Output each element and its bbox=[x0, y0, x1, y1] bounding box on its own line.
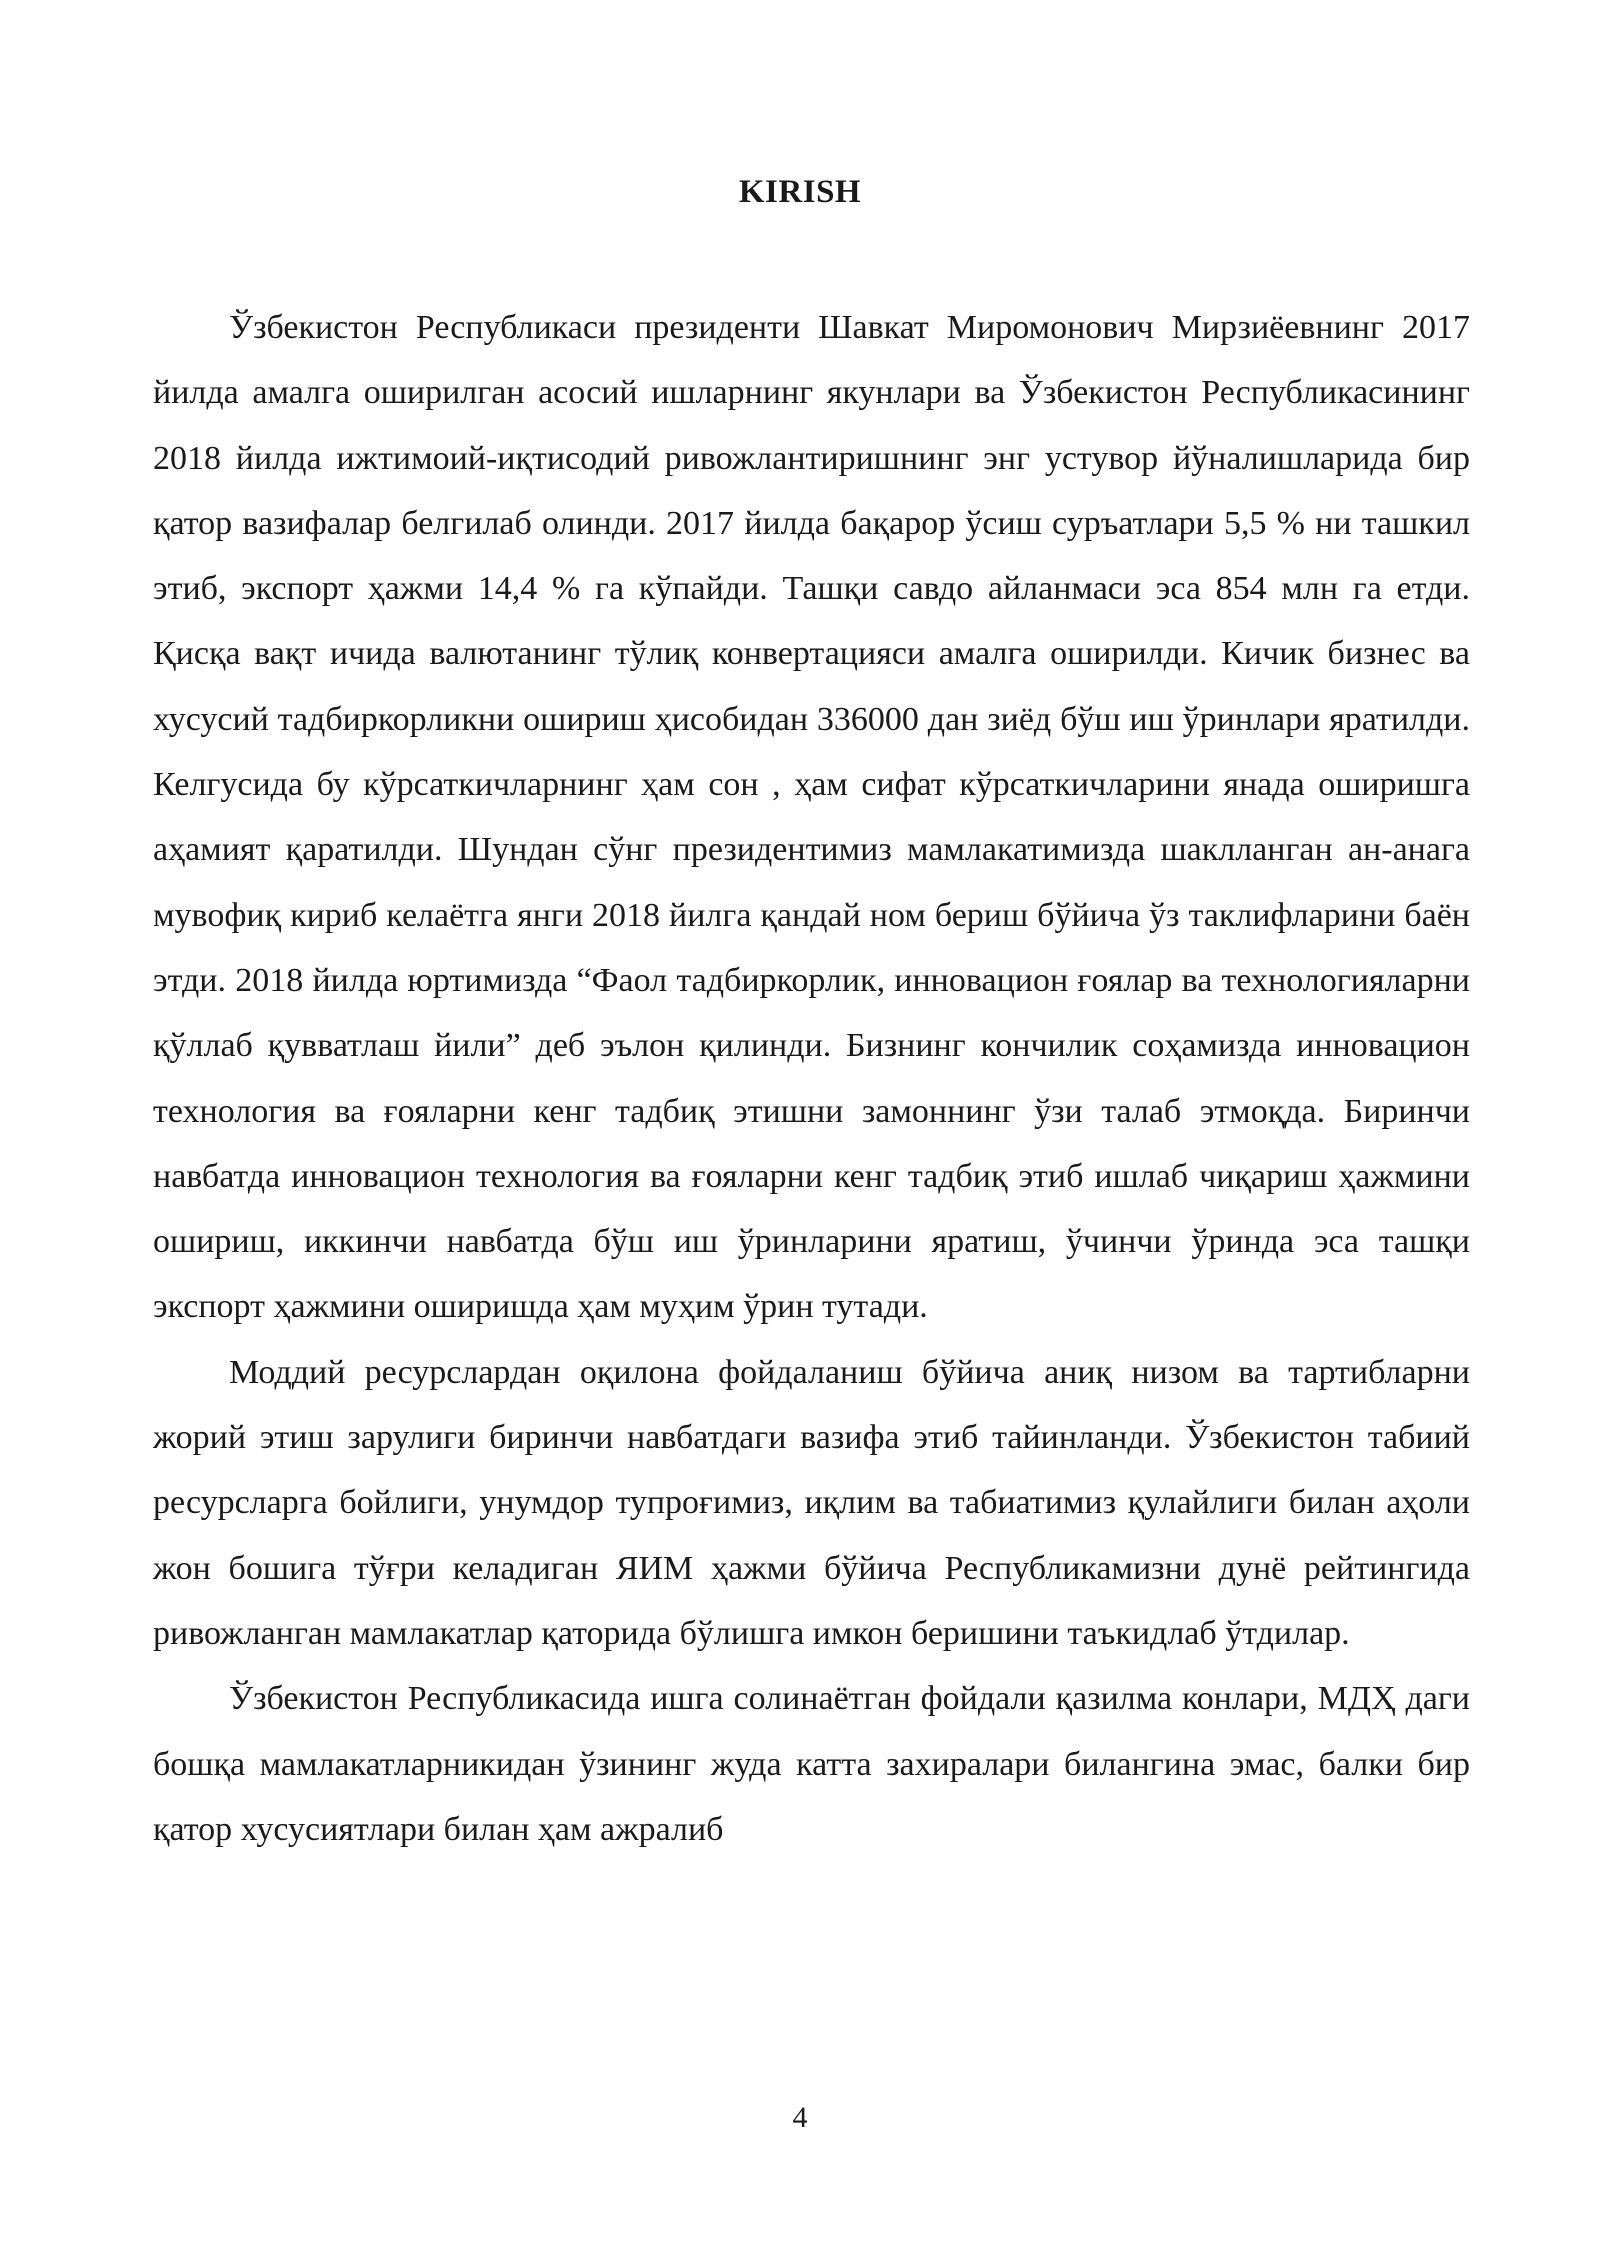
paragraph-introduction: Ўзбекистон Республикаси президенти Шавкат Миромонович Мирзиёевнинг 2017 йилда амалга оширилган асосий ишларнинг якунлари ва Ўзбекистон Республикасининг 2018 йилда ижтимоий-иқтисодий ривожлантиришнинг энг устувор йўналишларида бир қатор вазифалар белгилаб олинди. 2017 йилда бақарор ўсиш суръатлари 5,5 % ни ташкил этиб, экспорт ҳажми 14,4 % га кўпайди. Ташқи савдо айланмаси эса 854 млн га етди. Қисқа вақт ичида валютанинг тўлиқ конвертацияси амалга оширилди. Кичик бизнес ва хусусий тадбиркорликни ошириш ҳисобидан 336000 дан зиёд бўш иш ўринлари яратилди. Келгусида бу кўрсаткичларнинг ҳам сон , ҳам сифат кўрсаткичларини янада оширишга аҳамият қаратилди. Шундан сўнг президентимиз мамлакатимизда шаклланган ан-анага мувофиқ кириб келаётга янги 2018 йилга қандай ном бериш бўйича ўз таклифларини баён этди. 2018 йилда юртимизда “Фаол тадбиркорлик, инновацион ғоялар ва технологияларни қўллаб қувватлаш йили” деб эълон қилинди. Бизнинг кончилик соҳамизда инновацион технология ва ғояларни кенг тадбиқ этишни замоннинг ўзи талаб этмоқда. Биринчи навбатда инновацион технология ва ғояларни кенг тадбиқ этиб ишлаб чиқариш ҳажмини ошириш, иккинчи навбатда бўш иш ўринларини яратиш, ўчинчи ўринда эса ташқи экспорт ҳажмини оширишда ҳам муҳим ўрин тутади. bbox=[153, 309, 1470, 1326]
paragraph-deposits: Ўзбекистон Республикасида ишга солинаётган фойдали қазилма конлари, МДҲ даги бошқа мамлакатларникидан ўзининг жуда катта захиралари билангина эмас, балки бир қатор хусусиятлари билан ҳам ажралиб bbox=[153, 1680, 1470, 1848]
paragraph-resources: Моддий ресурслардан оқилона фойдаланиш бўйича аниқ низом ва тартибларни жорий этиш зарулиги биринчи навбатдаги вазифа этиб тайинланди. Ўзбекистон табиий ресурсларга бойлиги, унумдор тупроғимиз, иқлим ва табиатимиз қулайлиги билан аҳоли жон бошига тўғри келадиган ЯИМ ҳажми бўйича Республикамизни дунё рейтингида ривожланган мамлакатлар қаторида бўлишга имкон беришини таъкидлаб ўтдилар. bbox=[153, 1353, 1470, 1652]
body-text bbox=[153, 295, 1470, 1862]
page-number: 4 bbox=[792, 2101, 808, 2134]
section-heading: KIRISH bbox=[738, 174, 862, 210]
